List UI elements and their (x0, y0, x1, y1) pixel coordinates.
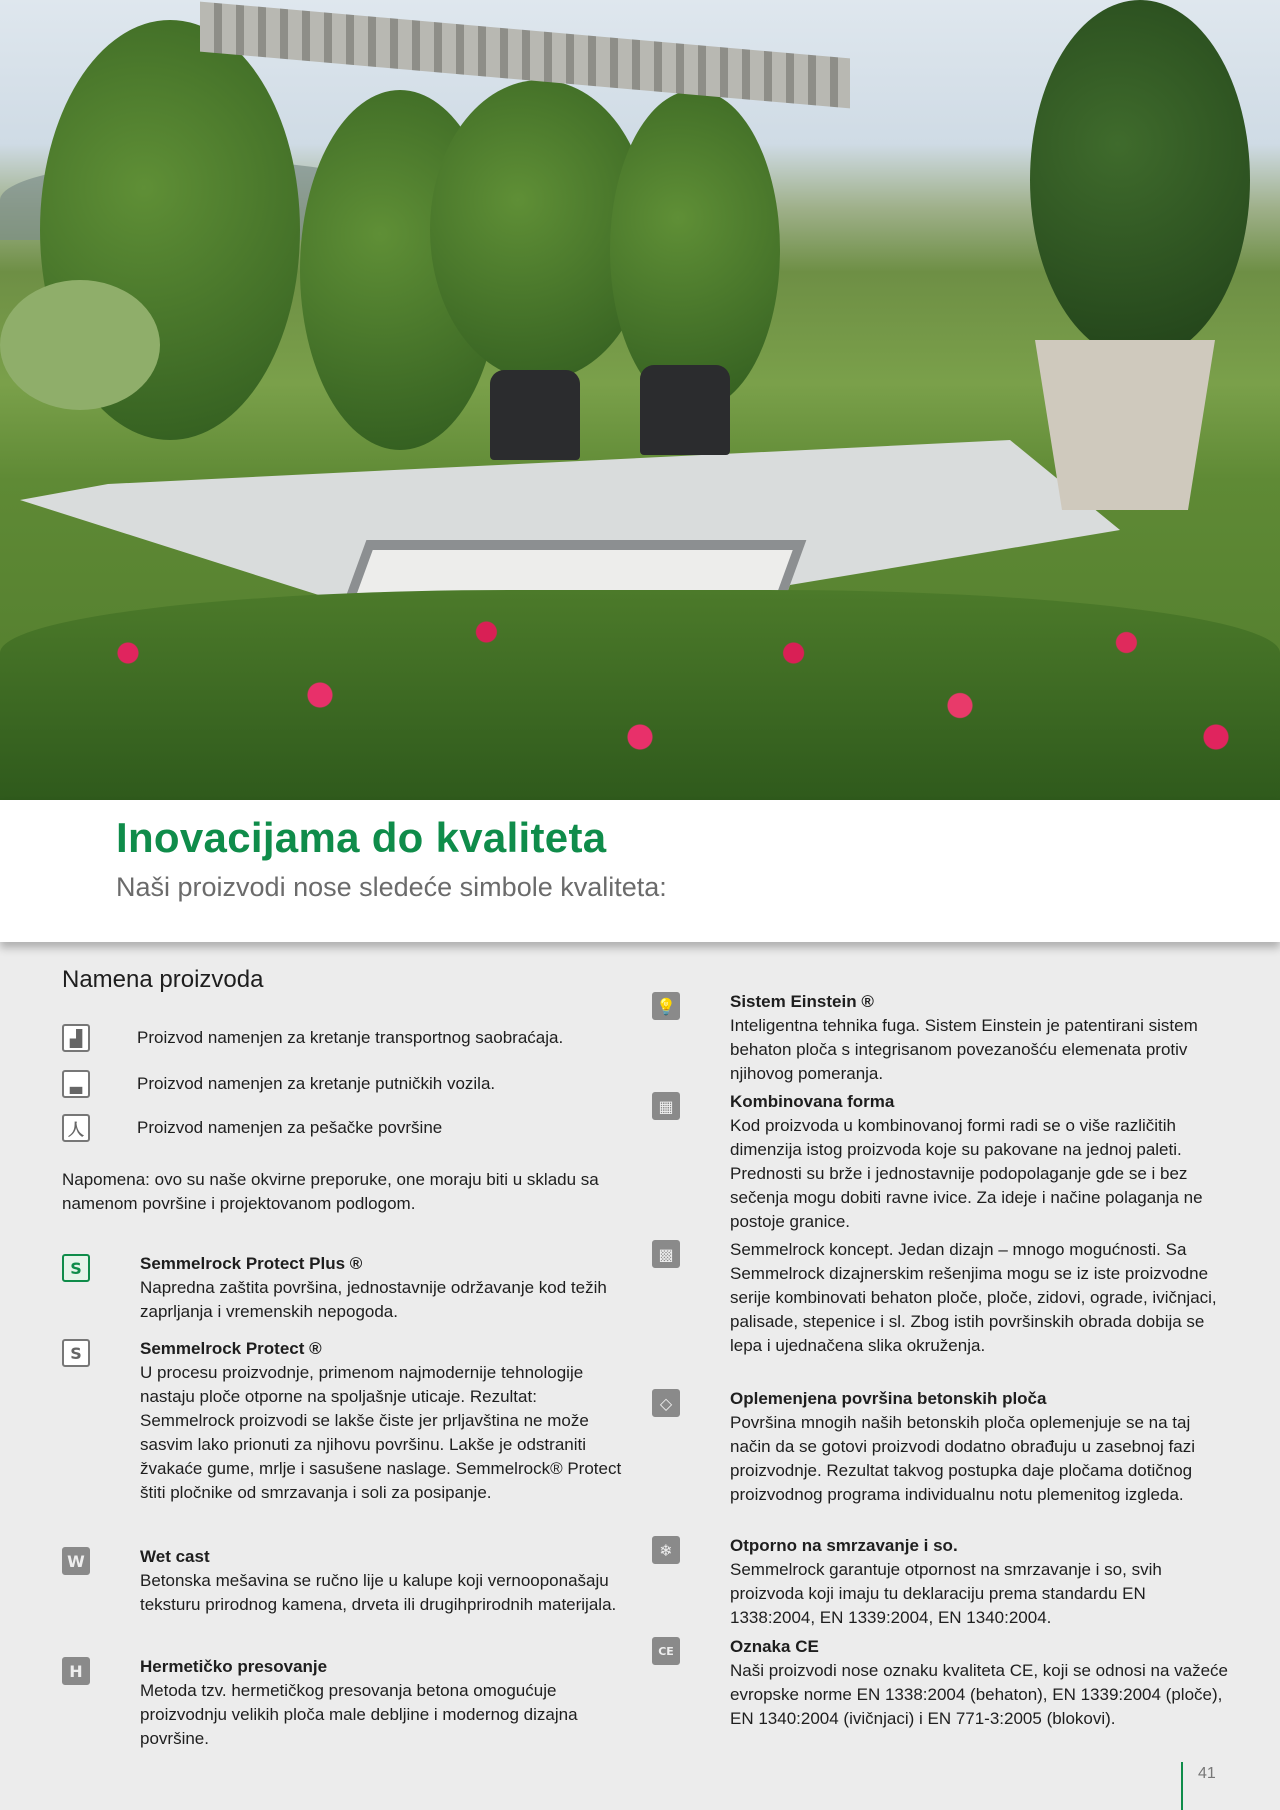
frost-salt-icon: ❄ (652, 1536, 680, 1564)
tree (610, 90, 780, 410)
concept-icon: ▩ (652, 1240, 680, 1268)
purpose-item: ▟ Proizvod namenjen za kretanje transportnog saobraćaja. (62, 1024, 563, 1052)
combined-form-icon: ▦ (652, 1092, 680, 1120)
quality-item: S Semmelrock Protect Plus ® Napredna zaštita površina, jednostavnije održavanje kod težih zaprljanja i vremenskih nepogoda. (62, 1252, 630, 1324)
quality-item: ▦ Kombinovana forma Kod proizvoda u kombinovanoj formi radi se o više različitih dimenzija istog proizvoda koje su pakovane na jednoj paleti. Prednosti su brže i jednostavnije podopolaganje gde se i bez sečenja mogu dobiti ravne ivice. Za ideje i načine polaganja ne postoje granice. (652, 1090, 1230, 1234)
quality-item: W Wet cast Betonska mešavina se ručno lije u kalupe koji vernooponašaju teksturu prirodnog kamena, drveta ili drugihprirodnih materijala. (62, 1545, 630, 1617)
title-banner (0, 800, 1280, 942)
pedestrian-icon: 人 (62, 1114, 90, 1142)
flower-bed (0, 590, 1280, 800)
page-subtitle: Naši proizvodi nose sledeće simbole kvaliteta: (116, 872, 667, 902)
hero-photo (0, 0, 1280, 800)
protect-plus-icon: S (62, 1254, 90, 1282)
note: Napomena: ovo su naše okvirne preporuke, one moraju biti u skladu sa namenom površine i projektovanom podlogom. (62, 1170, 599, 1213)
page-title: Inovacijama do kvaliteta (116, 814, 607, 861)
protect-icon: S (62, 1339, 90, 1367)
lightbulb-icon: 💡 (652, 992, 680, 1020)
quality-item: CE Oznaka CE Naši proizvodi nose oznaku kvaliteta CE, koji se odnosi na važeće evropske norme EN 1338:2004 (behaton), EN 1339:2004 (ploče), EN 1340:2004 (ivičnjaci) i EN 771-3:2005 (blokovi). (652, 1635, 1230, 1731)
chair (490, 370, 580, 460)
diamond-icon: ◇ (652, 1389, 680, 1417)
car-icon: ▃ (62, 1070, 90, 1098)
purpose-item: 人 Proizvod namenjen za pešačke površine (62, 1114, 442, 1142)
hermetic-press-icon: H (62, 1657, 90, 1685)
pine-tree (1030, 0, 1250, 360)
quality-item: S Semmelrock Protect ® U procesu proizvodnje, primenom najmodernije tehnologije nastaju ploče otporne na spoljašnje uticaje. Rezultat: Semmelrock proizvodi se lakše čiste jer prljavština ne može sasvim lako prionuti za njihovu površinu. Lakše je odstraniti žvakaće gume, mrlje i sasušene naslage. Semmelrock® Protect štiti pločnike od smrzavanja i soli za posipanje. (62, 1337, 630, 1505)
quality-item: 💡 Sistem Einstein ® Inteligentna tehnika fuga. Sistem Einstein je patentirani sistem behaton ploča s integrisanom povezanošću elemenata protiv njihovog pomeranja. (652, 990, 1230, 1086)
chair (640, 365, 730, 455)
truck-icon: ▟ (62, 1024, 90, 1052)
wet-cast-icon: W (62, 1547, 90, 1575)
quality-item: ◇ Oplemenjena površina betonskih ploča Površina mnogih naših betonskih ploča oplemenjuje se na taj način da se gotovi proizvodi dodatno obrađuju u zasebnoj fazi proizvodnje. Rezultat takvog postupka daje pločama dotičnog proizvodnog programa individualnu notu plemenitog izgleda. (652, 1387, 1230, 1507)
page-number: 41 (1198, 1765, 1216, 1782)
ce-mark-icon: CE (652, 1637, 680, 1665)
page-number-divider (1181, 1762, 1183, 1810)
planter (1035, 340, 1215, 510)
purpose-item: ▃ Proizvod namenjen za kretanje putničkih vozila. (62, 1070, 495, 1098)
quality-item: ❄ Otporno na smrzavanje i so. Semmelrock garantuje otpornost na smrzavanje i so, svih proizvoda koji imaju tu deklaraciju prema standardu EN 1338:2004, EN 1339:2004, EN 1340:2004. (652, 1534, 1230, 1630)
quality-item: ▩ Semmelrock koncept. Jedan dizajn – mnogo mogućnosti. Sa Semmelrock dizajnerskim rešenjima mogu se iz iste proizvodne serije kombinovati behaton ploče, ploče, zidovi, ograde, ivičnjaci, palisade, stepenice i sl. Zbog istih površinskih obrada dobija se lepa i ujednačena slika okruženja. (652, 1238, 1230, 1358)
quality-item: H Hermetičko presovanje Metoda tzv. hermetičkog presovanja betona omogućuje proizvodnju velikih ploča male debljine i modernog dizajna površine. (62, 1655, 630, 1751)
shrub (0, 280, 160, 410)
section-heading: Namena proizvoda (62, 966, 264, 993)
